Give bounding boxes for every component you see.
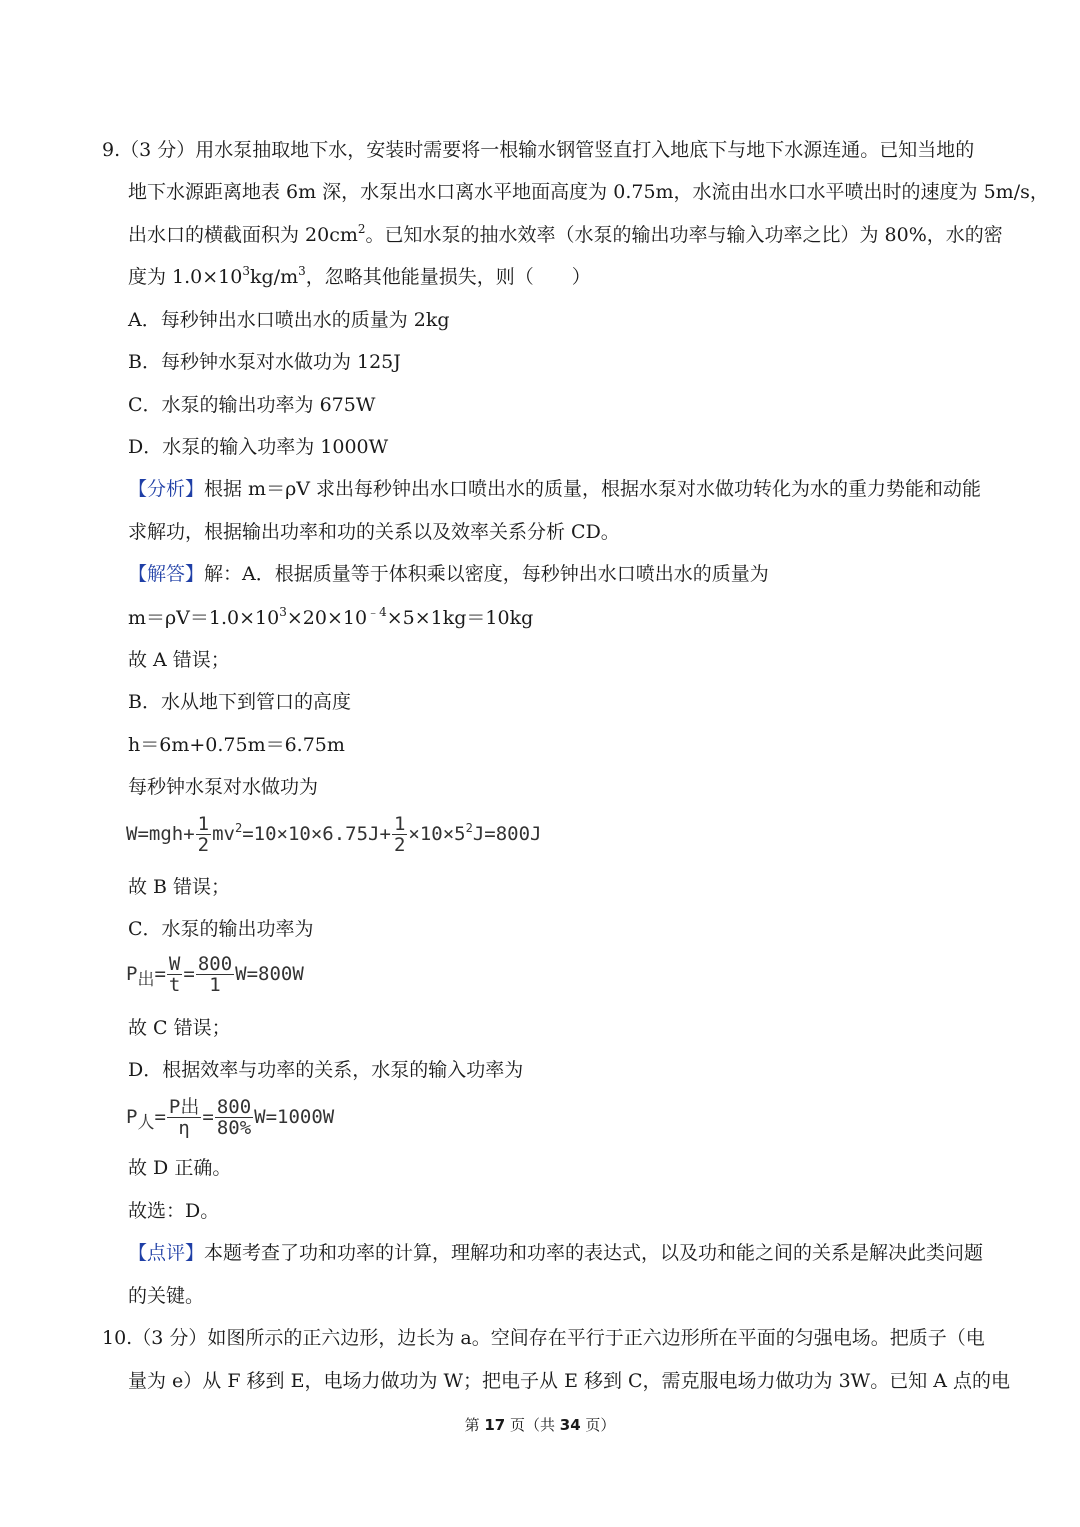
page-number: 17	[484, 1416, 506, 1434]
option-c: C．水泵的输出功率为 675W	[128, 394, 376, 416]
q9-line-2: 地下水源距离地表 6m 深，水泵出水口离水平地面高度为 0.75m，水流由出水口水平喷出时的速度为 5m/s，	[128, 181, 1049, 203]
a-wrong: 故 A 错误；	[128, 649, 230, 671]
b-wrong: 故 B 错误；	[128, 876, 231, 898]
review-line-1: 【点评】本题考查了功和功率的计算，理解功和功率的表达式，以及功和能之间的关系是解决此类问题	[128, 1242, 984, 1264]
analysis-line-2: 求解功，根据输出功率和功的关系以及效率关系分析 CD。	[128, 521, 620, 543]
b-work-text: 每秒钟水泵对水做功为	[128, 776, 319, 798]
input-power-formula: P人= $\frac{\text{P出}}{\eta}$ = $\frac{800}{80\%}$ W=1000W	[126, 1096, 335, 1139]
q9-line-3: 出水口的横截面积为 $20cm^2$。已知水泵的抽水效率（水泵的输出功率与输入功率之比）为 80%，水的密	[128, 222, 1003, 246]
d-right: 故 D 正确。	[128, 1157, 232, 1179]
option-d: D．水泵的输入功率为 1000W	[128, 436, 389, 458]
review-line-2: 的关键。	[128, 1285, 205, 1307]
analysis-tag: 【分析】	[128, 478, 205, 500]
q10-line-2: 量为 e）从 F 移到 E，电场力做功为 W；把电子从 E 移到 C，需克服电场力做功为 3W。已知 A 点的电	[128, 1370, 1011, 1392]
c-wrong: 故 C 错误；	[128, 1017, 231, 1039]
q9-line-4: 度为 $1.0\times 10^3kg/m^3$，忽略其他能量损失，则（ ）	[128, 264, 591, 288]
work-formula: W=mgh+ $\frac{1}{2}$ $mv^2=10\times 10\times 6.75J+$ $\frac{1}{2}$ $\times 10\times 5^2J=800J$	[126, 813, 542, 856]
choose: 故选：D。	[128, 1200, 220, 1222]
answer-tag: 【解答】	[128, 563, 205, 585]
review-tag: 【点评】	[128, 1242, 205, 1264]
mass-equation: $m=\rho V=1.0\times 10^3\times 20\times 10^{﹣4}\times 5\times 1kg=10kg$	[128, 605, 534, 629]
c-head: C．水泵的输出功率为	[128, 918, 314, 940]
output-power-formula: P出= $\frac{W}{t}$ = $\frac{800}{1}$ W=800W	[126, 953, 304, 996]
answer-line-1: 【解答】解：A．根据质量等于体积乘以密度，每秒钟出水口喷出水的质量为	[128, 563, 769, 585]
page-total: 34	[559, 1416, 581, 1434]
q10-line-1: 10.（3 分）如图所示的正六边形，边长为 a。空间存在平行于正六边形所在平面的匀强电场。把质子（电	[102, 1327, 985, 1349]
page-footer: 第 17 页（共 34 页）	[464, 1416, 616, 1434]
d-head: D．根据效率与功率的关系，水泵的输入功率为	[128, 1059, 524, 1081]
option-b: B．每秒钟水泵对水做功为 125J	[128, 351, 401, 373]
height-equation: h＝6m+0.75m＝6.75m	[128, 734, 345, 756]
b-head: B．水从地下到管口的高度	[128, 691, 351, 713]
option-a: A．每秒钟出水口喷出水的质量为 2kg	[128, 309, 450, 331]
analysis-line-1: 【分析】根据 m＝ρV 求出每秒钟出水口喷出水的质量，根据水泵对水做功转化为水的重力势能和动能	[128, 478, 982, 500]
q9-line-1: 9.（3 分）用水泵抽取地下水，安装时需要将一根输水钢管竖直打入地底下与地下水源连通。已知当地的	[102, 139, 975, 161]
